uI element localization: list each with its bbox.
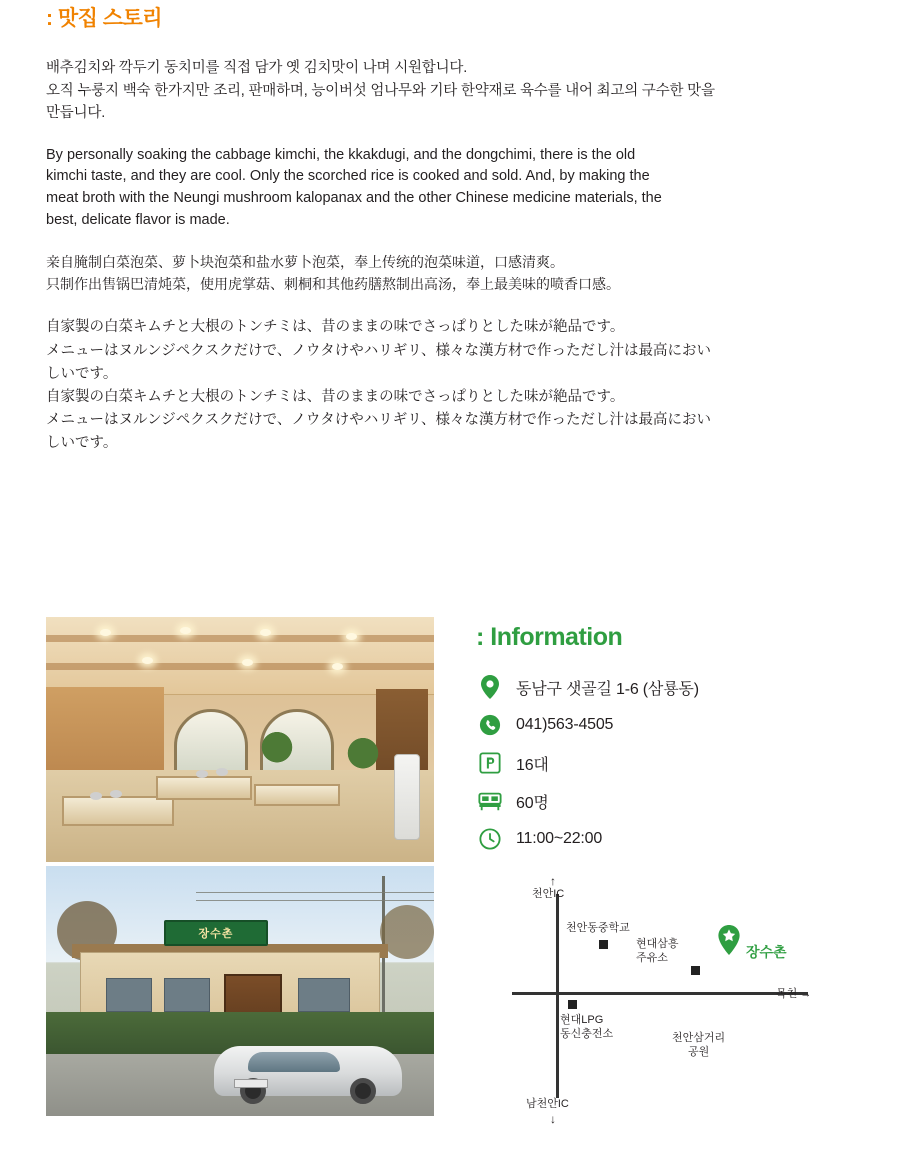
map-label-park-1: 천안삼거리 — [672, 1032, 726, 1044]
tableware — [196, 770, 208, 778]
story-line: kimchi taste, and they are cool. Only the scorched rice is cooked and sold. And, by making the — [46, 168, 650, 185]
story-title: : 맛집 스토리 — [46, 7, 163, 30]
story-line: 只制作出售锅巴清炖菜，使用虎掌菇、刺桐和其他药膳熬制出高汤，奉上最美味的喷香口感。 — [46, 276, 620, 293]
info-item-hours — [476, 826, 856, 852]
story-paragraph-jp — [46, 316, 858, 455]
story-paragraph-ko — [46, 57, 858, 124]
story-line: meat broth with the Neungi mushroom kalopanax and the other Chinese medicine materials, the — [46, 190, 662, 207]
map-label-top: 천안IC — [532, 888, 565, 900]
story-paragraph-cn — [46, 252, 858, 297]
ceiling-light — [260, 629, 271, 636]
info-hours-text: 11:00~22:00 — [516, 830, 603, 847]
info-parking-text: 16대 — [516, 756, 549, 774]
map-label-lpg-2: 동신충전소 — [560, 1028, 614, 1040]
info-item-parking — [476, 750, 856, 776]
window — [164, 978, 210, 1012]
map-marker-school — [599, 940, 608, 949]
story-line: 배추김치와 깍두기 동치미를 직접 담가 옛 김치맛이 나며 시원합니다. — [46, 60, 468, 77]
low-table — [254, 784, 340, 806]
photo-gallery — [46, 617, 434, 1116]
ceiling-light — [100, 629, 111, 636]
map-marker-gas — [691, 966, 700, 975]
potted-plant — [260, 728, 294, 776]
restaurant-sign: 장수촌 — [164, 920, 268, 946]
story-line: 自家製の白菜キムチと大根のトンチミは、昔のままの味でさっぱりとした味が絶品です。 — [46, 388, 625, 405]
restaurant-interior-photo — [46, 617, 434, 862]
ceiling-beam — [46, 635, 434, 642]
map-marker-lpg — [568, 1000, 577, 1009]
story-line: 오직 누룽지 백숙 한가지만 조리, 판매하며, 능이버섯 엄나무와 기타 한약재로 육수를 내어 최고의 구수한 맛을 — [46, 82, 715, 99]
power-line — [196, 892, 434, 893]
location-map — [476, 862, 856, 1132]
license-plate — [234, 1079, 268, 1088]
story-line: 만듭니다. — [46, 105, 106, 122]
tableware — [216, 768, 228, 776]
map-destination-pin-icon — [716, 924, 742, 956]
story-line: best, delicate flavor is made. — [46, 211, 230, 228]
parking-icon — [476, 750, 504, 776]
story-line: メニューはヌルンジペクスクだけで、ノウタけやハリギリ、様々な漢方材で作っただし汁は最高におい — [46, 342, 711, 359]
info-item-seats — [476, 788, 856, 814]
car-window — [248, 1052, 340, 1072]
information-title: : Information — [476, 623, 623, 651]
map-label-lpg-1: 현대LPG — [560, 1014, 604, 1026]
map-arrow-right-icon: → — [800, 988, 812, 1000]
ceiling-light — [332, 663, 343, 670]
story-line: 亲自腌制白菜泡菜、萝卜块泡菜和盐水萝卜泡菜，奉上传统的泡菜味道，口感清爽。 — [46, 254, 564, 271]
map-label-bottom: 남천안IC — [526, 1098, 569, 1110]
clock-icon — [476, 826, 504, 852]
ceiling-light — [180, 627, 191, 634]
story-section — [46, 6, 858, 476]
map-destination-label: 장수촌 — [746, 944, 787, 960]
potted-plant — [346, 734, 380, 782]
ceiling-light — [242, 659, 253, 666]
low-table — [62, 796, 174, 826]
map-label-right-text: 목천 — [776, 988, 798, 1000]
phone-icon — [476, 712, 504, 738]
story-line: By personally soaking the cabbage kimchi, the kkakdugi, and the dongchimi, there is the old — [46, 146, 636, 163]
map-arrow-up-icon: ↑ — [550, 874, 556, 888]
restaurant-exterior-photo — [46, 866, 434, 1116]
air-conditioner — [394, 754, 420, 840]
story-line: 自家製の白菜キムチと大根のトンチミは、昔のままの味でさっぱりとした味が絶品です。 — [46, 319, 625, 336]
map-label-park-2: 공원 — [688, 1046, 710, 1058]
map-label-gas-2: 주유소 — [636, 952, 668, 964]
map-label-right — [776, 988, 811, 1002]
info-address-text: 동남구 샛골길 1-6 (삼룡동) — [516, 680, 699, 698]
story-line: しいです。 — [46, 365, 118, 382]
info-item-address — [476, 674, 856, 700]
map-label-school: 천안동중학교 — [566, 922, 630, 934]
window — [106, 978, 152, 1012]
tableware — [110, 790, 122, 798]
parked-car — [214, 1046, 402, 1096]
ceiling-beam — [46, 663, 434, 670]
tableware — [90, 792, 102, 800]
info-item-phone — [476, 712, 856, 738]
ceiling-light — [346, 633, 357, 640]
car-wheel — [350, 1078, 376, 1104]
ceiling-light — [142, 657, 153, 664]
information-section — [476, 622, 856, 864]
information-list — [476, 674, 856, 852]
location-pin-icon — [476, 674, 504, 700]
story-line: しいです。 — [46, 435, 118, 452]
low-table — [156, 776, 252, 800]
map-arrow-down-icon: ↓ — [550, 1112, 556, 1126]
map-vertical-road — [556, 894, 559, 1098]
seats-icon — [476, 788, 504, 814]
info-seats-text: 60명 — [516, 794, 549, 812]
map-label-gas-1: 현대삼흥 — [636, 938, 679, 950]
window — [298, 978, 350, 1012]
info-phone-text: 041)563-4505 — [516, 716, 614, 733]
story-paragraph-en — [46, 145, 858, 232]
story-line: メニューはヌルンジペクスクだけで、ノウタけやハリギリ、様々な漢方材で作っただし汁は最高におい — [46, 412, 711, 429]
